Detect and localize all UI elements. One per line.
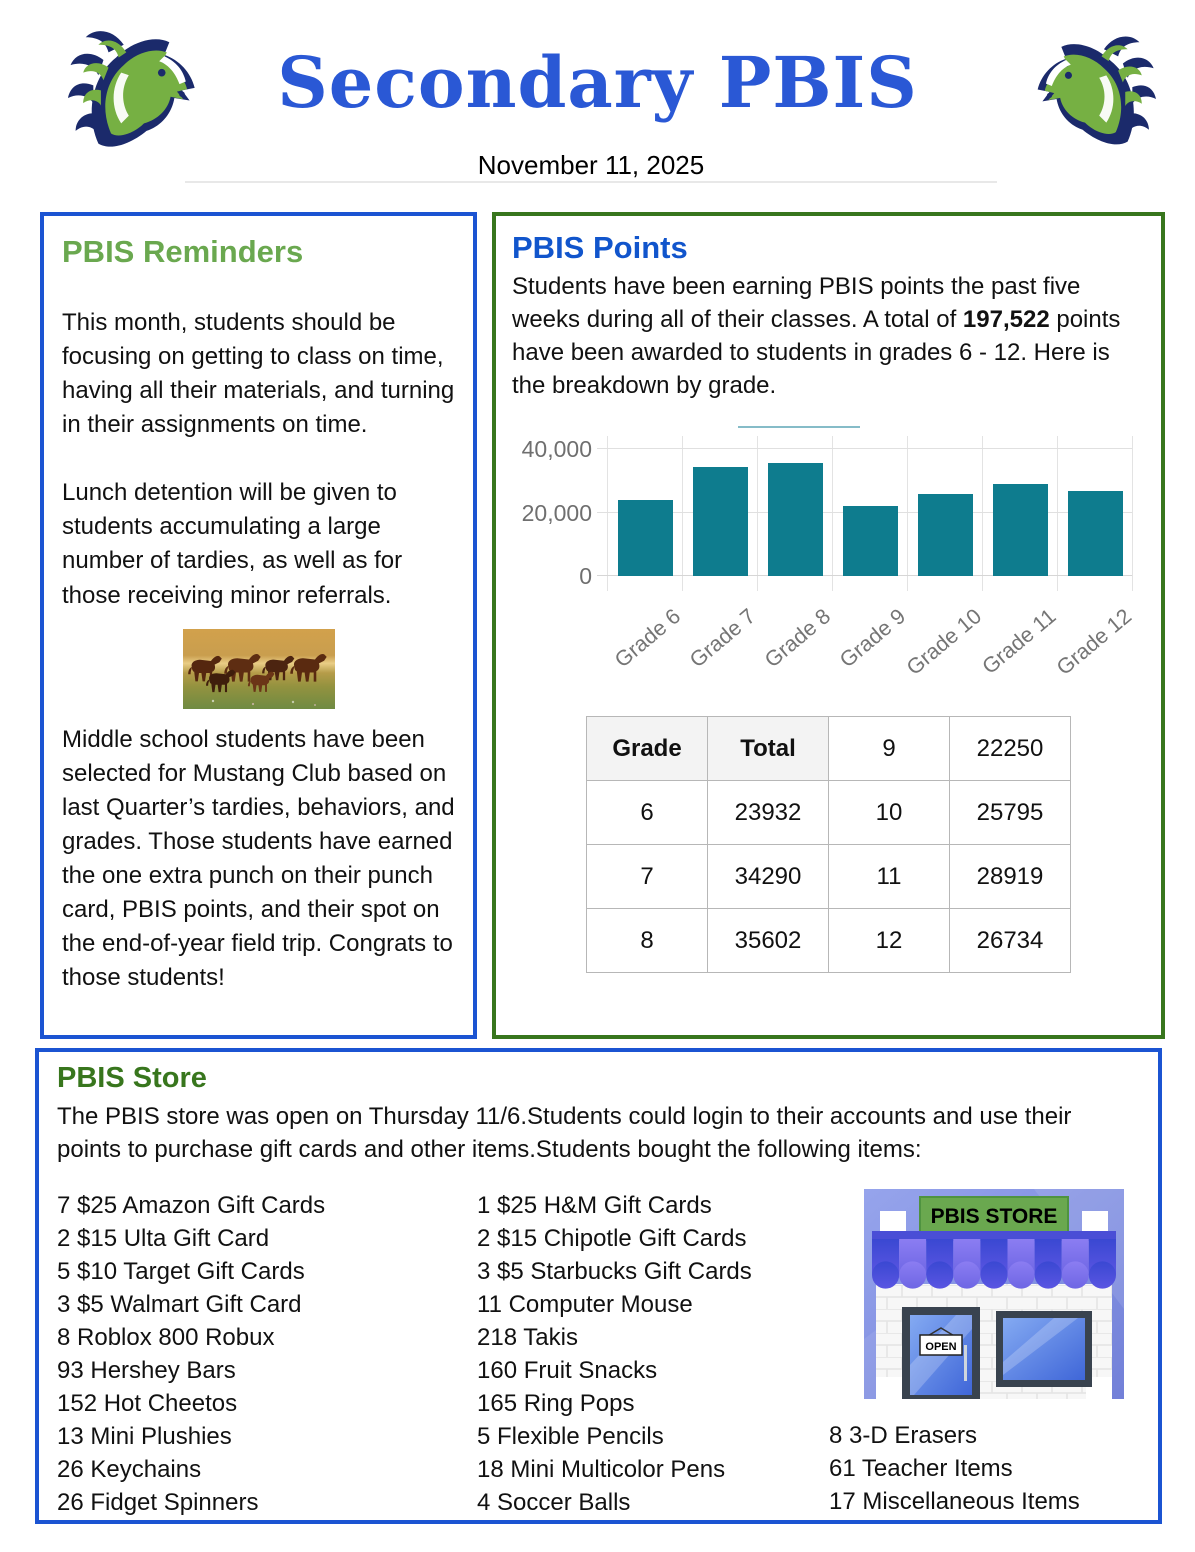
- store-items-column-1: [57, 1189, 477, 1519]
- list-item: 7 $25 Amazon Gift Cards: [57, 1191, 326, 1219]
- chart-bar: [693, 467, 748, 576]
- chart-column: [682, 436, 757, 591]
- table-cell: 25795: [950, 781, 1071, 845]
- list-item: 18 Mini Multicolor Pens: [477, 1455, 726, 1483]
- reminders-panel: [40, 212, 477, 1039]
- list-item: 93 Hershey Bars: [57, 1356, 236, 1384]
- list-item: 1 $25 H&M Gift Cards: [477, 1191, 712, 1219]
- points-paragraph: [512, 270, 1145, 402]
- table-cell: 11: [829, 845, 950, 909]
- store-sign-text: PBIS STORE: [930, 1204, 1058, 1228]
- chart-x-tick-label: Grade 12: [1051, 604, 1136, 681]
- chart-x-tick-label: Grade 7: [685, 604, 761, 673]
- table-cell: 28919: [950, 845, 1071, 909]
- reminders-paragraph: This month, students should be focusing on getting to class on time, having all their materials, and turning in their assignments on time.: [62, 309, 455, 439]
- newsletter-date: November 11, 2025: [477, 150, 705, 180]
- list-item: 152 Hot Cheetos: [57, 1389, 238, 1417]
- points-total: 197,522: [962, 306, 1050, 334]
- list-item: 26 Fidget Spinners: [57, 1488, 259, 1516]
- chart-column: [607, 436, 682, 591]
- list-item: 5 $10 Target Gift Cards: [57, 1257, 305, 1285]
- chart-column: [757, 436, 832, 591]
- chart-plot-area: [607, 436, 1133, 591]
- list-item: 8 3-D Erasers: [829, 1421, 978, 1449]
- list-item: 165 Ring Pops: [477, 1389, 635, 1417]
- table-cell: 26734: [950, 909, 1071, 973]
- table-row: [587, 781, 1071, 845]
- table-cell: 10: [829, 781, 950, 845]
- chart-column: [1057, 436, 1132, 591]
- store-items-column-3: [829, 1419, 1140, 1518]
- chart-column: [982, 436, 1057, 591]
- reminders-paragraph: Lunch detention will be given to students accumulating a large number of tardies, as well as for those receiving minor referrals.: [62, 479, 403, 609]
- table-cell: 9: [829, 717, 950, 781]
- points-panel: [492, 212, 1165, 1039]
- table-row: [587, 909, 1071, 973]
- list-item: 5 Flexible Pencils: [477, 1422, 664, 1450]
- mustang-logo-icon: [1005, 28, 1165, 170]
- table-cell: 7: [587, 845, 708, 909]
- table-cell: 6: [587, 781, 708, 845]
- list-item: 8 Roblox 800 Robux: [57, 1323, 275, 1351]
- table-cell: 22250: [950, 717, 1071, 781]
- store-item-columns: [57, 1189, 1140, 1519]
- pbis-store-illustration: [864, 1189, 1124, 1399]
- store-panel: [35, 1048, 1162, 1524]
- table-cell: 35602: [708, 909, 829, 973]
- table-cell: 34290: [708, 845, 829, 909]
- chart-bar: [618, 500, 673, 576]
- table-row: [587, 717, 1071, 781]
- store-paragraph: The PBIS store was open on Thursday 11/6.Students could login to their accounts and use their points to purchase gift cards and other items.Students bought the following items:: [57, 1103, 1072, 1163]
- list-item: 2 $15 Ulta Gift Card: [57, 1224, 270, 1252]
- pbis-points-bar-chart: [512, 422, 1145, 690]
- list-item: 2 $15 Chipotle Gift Cards: [477, 1224, 747, 1252]
- list-item: 11 Computer Mouse: [477, 1290, 693, 1318]
- reminders-heading: PBIS Reminders: [62, 234, 304, 269]
- chart-bar: [918, 494, 973, 576]
- list-item: 17 Miscellaneous Items: [829, 1487, 1080, 1515]
- list-item: 61 Teacher Items: [829, 1454, 1013, 1482]
- list-item: 4 Soccer Balls: [477, 1488, 631, 1516]
- table-cell: 23932: [708, 781, 829, 845]
- list-item: 160 Fruit Snacks: [477, 1356, 658, 1384]
- chart-x-tick-label: Grade 9: [835, 604, 911, 673]
- list-item: 218 Takis: [477, 1323, 578, 1351]
- chart-bar: [1068, 491, 1123, 576]
- points-text-a: Students have been earning PBIS points the past five weeks during all of their classes. A total of: [512, 273, 1081, 334]
- chart-x-axis-labels: [607, 592, 1136, 688]
- list-item: 3 $5 Walmart Gift Card: [57, 1290, 302, 1318]
- page-title: Secondary PBIS: [277, 41, 918, 124]
- table-cell: 8: [587, 909, 708, 973]
- chart-gridline: [597, 448, 1132, 449]
- list-item: 13 Mini Plushies: [57, 1422, 232, 1450]
- points-breakdown-table: [586, 716, 1071, 973]
- table-row: [587, 845, 1071, 909]
- list-item: 26 Keychains: [57, 1455, 202, 1483]
- chart-y-tick-label: 40,000: [521, 436, 592, 463]
- chart-y-tick-label: 20,000: [521, 499, 592, 526]
- chart-x-tick-label: Grade 8: [760, 604, 836, 673]
- points-heading: PBIS Points: [512, 230, 688, 265]
- store-column-3: [829, 1189, 1140, 1519]
- chart-y-tick-label: 0: [579, 563, 592, 590]
- awning-stripes: [872, 1239, 1116, 1289]
- chart-x-tick-label: Grade 10: [901, 604, 986, 681]
- list-item: 3 $5 Starbucks Gift Cards: [477, 1257, 752, 1285]
- chart-bar: [768, 463, 823, 576]
- open-sign-text: OPEN: [925, 1340, 957, 1353]
- chart-x-tick-label: Grade 11: [977, 604, 1061, 680]
- chart-bar: [993, 484, 1048, 576]
- table-header-cell: Grade: [587, 717, 708, 781]
- chart-legend-line: [738, 426, 860, 428]
- store-heading: PBIS Store: [57, 1062, 207, 1094]
- horses-photo: [183, 629, 335, 709]
- chart-column: [907, 436, 982, 591]
- table-header-cell: Total: [708, 717, 829, 781]
- points-text-b: points have been awarded to students in grades 6 - 12. Here is the breakdown by grade.: [512, 306, 1121, 400]
- store-items-column-2: [477, 1189, 829, 1519]
- chart-x-tick-label: Grade 6: [610, 604, 686, 673]
- table-cell: 12: [829, 909, 950, 973]
- chart-column: [832, 436, 907, 591]
- header-divider: [185, 181, 997, 183]
- reminders-paragraph: Middle school students have been selected for Mustang Club based on last Quarter’s tardies, behaviors, and grades. Those students have earned the one extra punch on their punch card, PBIS points, and their spot on the end-of-year field trip. Congrats to those students!: [62, 725, 455, 992]
- chart-bar: [843, 506, 898, 577]
